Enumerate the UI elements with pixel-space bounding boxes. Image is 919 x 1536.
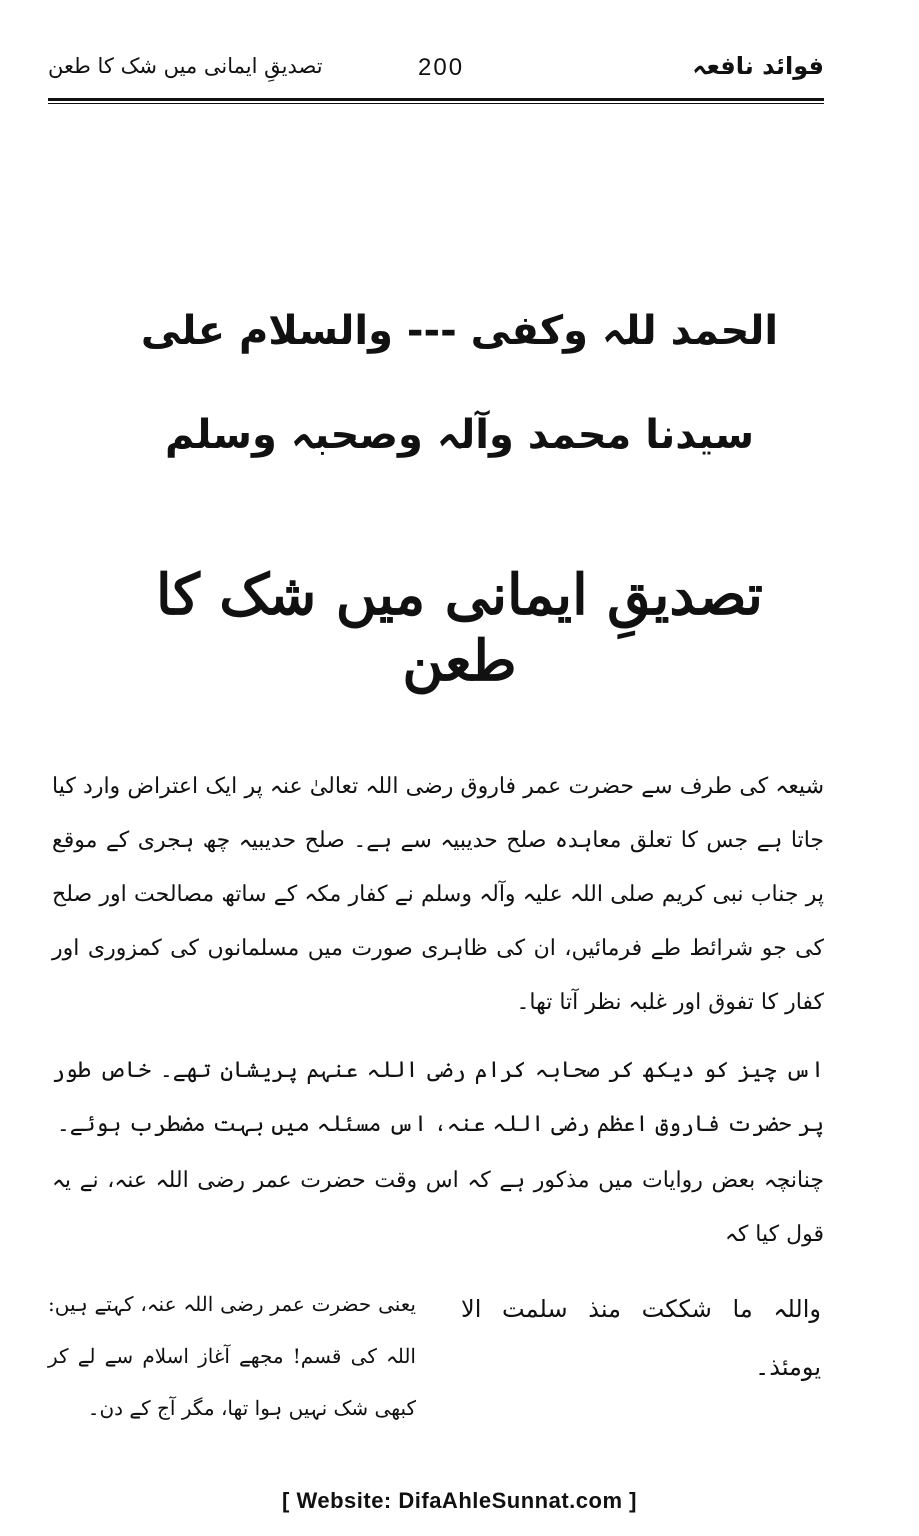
paragraph-1: شیعہ کی طرف سے حضرت عمر فاروق رضی اللہ تعالیٰ عنہ پر ایک اعتراض وارد کیا جاتا ہے جس کا تعلق معاہدہ صلح حدیبیہ سے ہے۔ صلح حدیبیہ چھ ہجری کے موقع پر جناب نبی کریم صلی اللہ علیہ وآلہ وسلم نے کفار مکہ کے ساتھ مصالحت اور صلح کی جو شرائط طے فرمائیں، ان کی ظاہری صورت میں مسلمانوں کی کمزوری اور کفار کا تفوق اور غلبہ نظر آتا تھا۔ — [52, 774, 824, 1015]
website-footer: [ Website: DifaAhleSunnat.com ] — [282, 1488, 637, 1513]
book-title: فوائد نافعہ — [692, 52, 824, 80]
header-rule-thin — [48, 103, 824, 104]
arabic-quote: واللہ ما شککت منذ سلمت الا یومئذ۔ — [461, 1295, 821, 1381]
page-header — [48, 48, 824, 96]
paragraph-2: اس چیز کو دیکھ کر صحابہ کرام رضی اللہ عنہم پریشان تھے۔ خاص طور پر حضرت فاروق اعظم رضی اللہ عنہ، اس مسئلہ میں بہت مضطرب ہوئے۔ — [52, 1058, 824, 1137]
chapter-heading: تصدیقِ ایمانی میں شک کا طعن — [156, 562, 763, 694]
paragraph-3: چنانچہ بعض روایات میں مذکور ہے کہ اس وقت حضرت عمر رضی اللہ عنہ، نے یہ قول کیا کہ — [52, 1168, 824, 1247]
running-chapter-title: تصدیقِ ایمانی میں شک کا طعن — [48, 54, 323, 78]
header-rule — [48, 98, 824, 101]
quote-translation: یعنی حضرت عمر رضی اللہ عنہ، کہتے ہیں: اللہ کی قسم! مجھے آغاز اسلام سے لے کر کبھی شک نہیں ہوا تھا، مگر آج کے دن۔ — [48, 1292, 416, 1420]
blessing-line-2: سیدنا محمد وآلہ وصحبہ وسلم — [164, 412, 755, 458]
blessing-line-1: الحمد للہ وکفی --- والسلام علی — [140, 308, 779, 354]
page-number: 200 — [418, 54, 465, 81]
